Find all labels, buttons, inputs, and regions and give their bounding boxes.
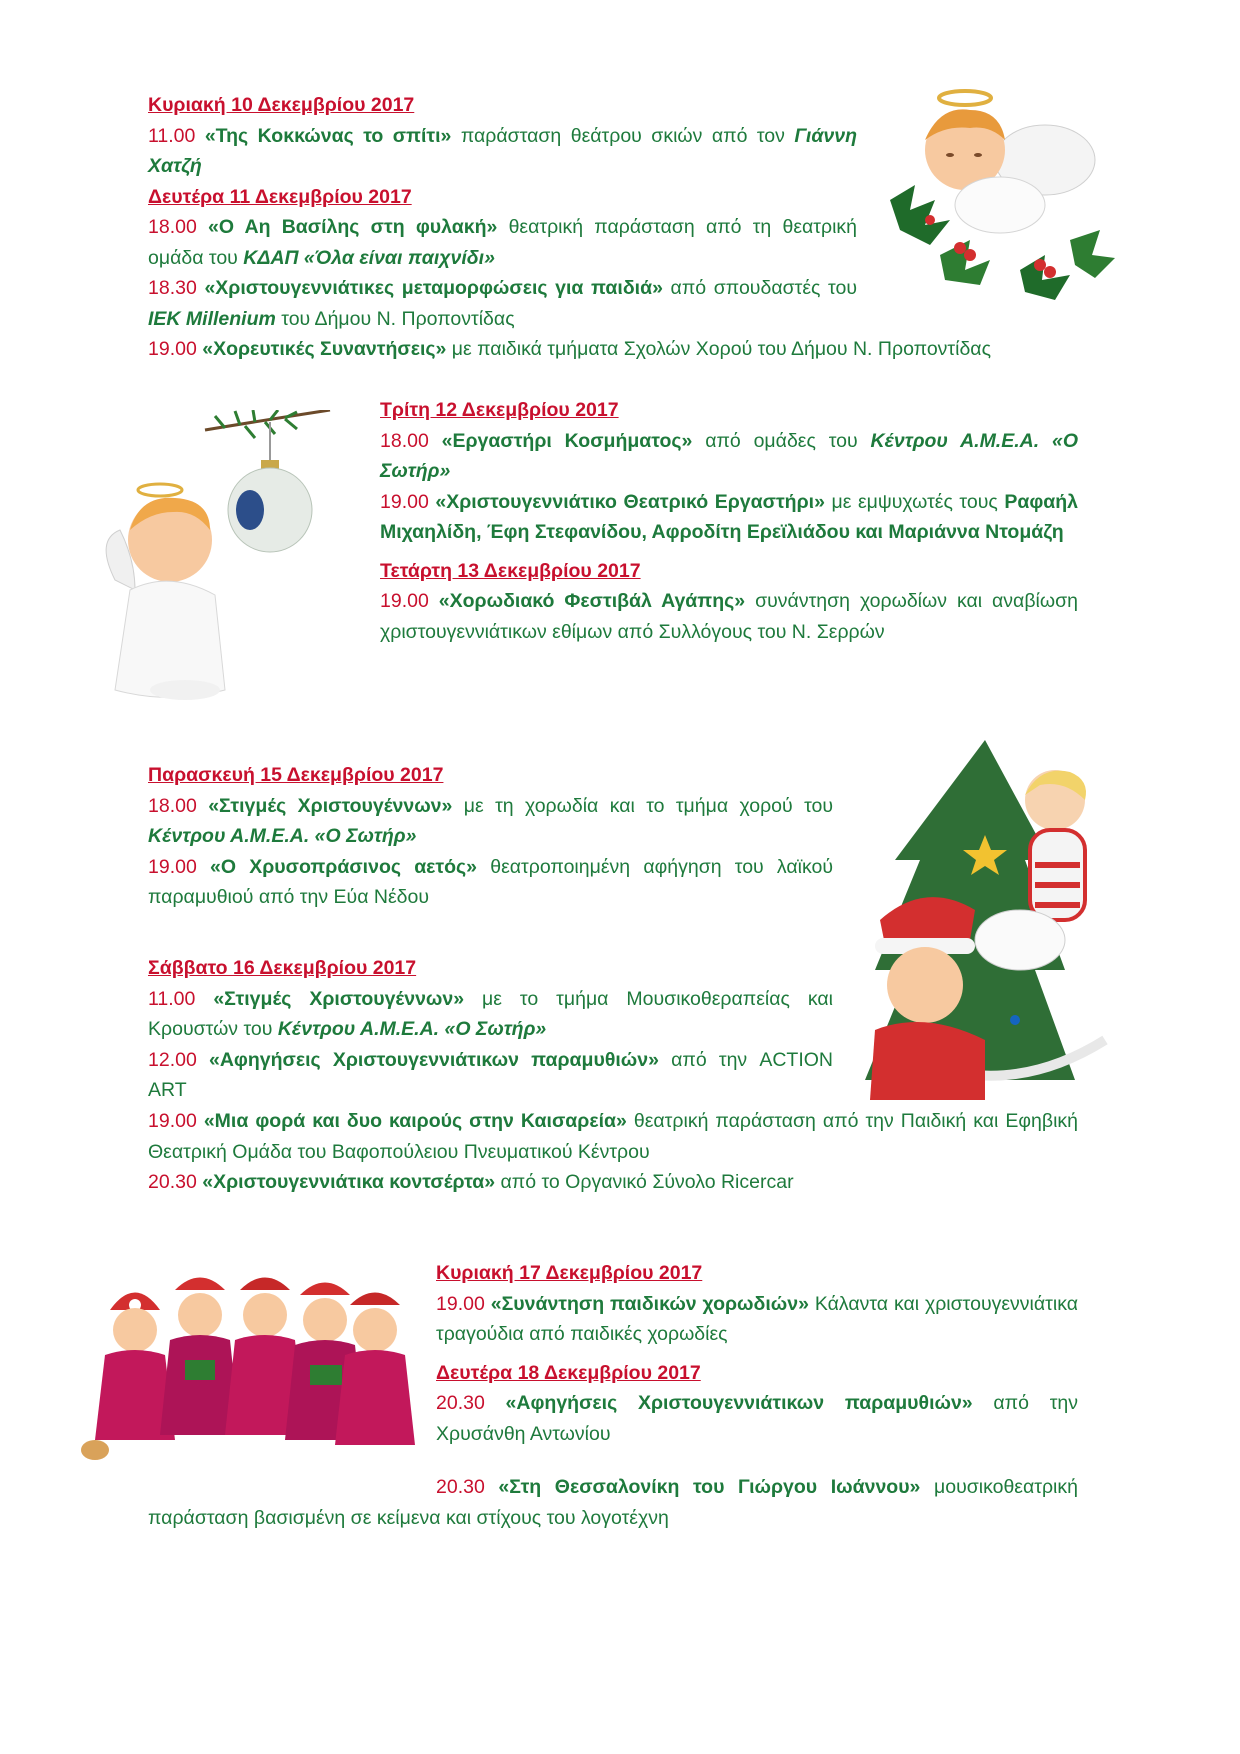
angel-icon	[106, 484, 225, 700]
ornament-icon	[228, 422, 312, 552]
event	[148, 334, 1078, 365]
event-org: Κέντρου Α.Μ.Ε.Α. «Ο Σωτήρ»	[277, 1018, 547, 1040]
event	[380, 426, 1078, 487]
angel-icon	[925, 91, 1095, 233]
event-text: από σπουδαστές του	[670, 277, 857, 299]
event-time: 20.30	[436, 1476, 485, 1498]
event-time: 19.00	[148, 855, 197, 878]
date-heading: Τρίτη 12 Δεκεμβρίου 2017	[380, 399, 619, 421]
days-17-18-block	[436, 1258, 1078, 1449]
event-time: 19.00	[380, 490, 429, 513]
event-time: 19.00	[380, 590, 429, 612]
event-text: από το Οργανικό Σύνολο Ricercar	[500, 1171, 794, 1193]
event	[148, 852, 833, 913]
event-time: 12.00	[148, 1048, 197, 1071]
day-16-block	[148, 953, 833, 1106]
event	[148, 121, 857, 182]
event-text: θεατρική παράσταση από την Παιδική και Εφηβική Θεατρική Ομάδα του Βαφοπούλειου Πνευματικού Κέντρου	[148, 1110, 1079, 1163]
event-time: 18.00	[380, 429, 429, 452]
event-time: 11.00	[148, 124, 196, 147]
event-title: «Αφηγήσεις Χριστουγεννιάτικων παραμυθιών»	[208, 1048, 659, 1071]
event-org: ΚΔΑΠ «Όλα είναι παιχνίδι»	[243, 246, 495, 269]
event-text: από την Χρυσάνθη Αντωνίου	[436, 1392, 1078, 1445]
event-names: Ραφαήλ Μιχαηλίδη, Έφη Στεφανίδου, Αφροδίτη Ερεϊλιάδου και Μαριάννα Ντομάζη	[380, 490, 1079, 543]
day-11-dance-block	[148, 334, 1078, 365]
event-title: «Στιγμές Χριστουγέννων»	[208, 794, 453, 817]
event-text: θεατροποιημένη αφήγηση του λαϊκού παραμυθιού από την Εύα Νέδου	[148, 855, 833, 908]
event-title: «Ο Αη Βασίλης στη φυλακή»	[208, 216, 498, 238]
event	[380, 586, 1078, 647]
event-text: με εμψυχωτές τους	[831, 490, 998, 513]
event	[148, 984, 833, 1045]
event-title: «Αφηγήσεις Χριστουγεννιάτικων παραμυθιών»	[505, 1392, 973, 1414]
child-icon	[1025, 770, 1086, 920]
event-org: Κέντρου Α.Μ.Ε.Α. «Ο Σωτήρ»	[148, 825, 417, 847]
event-text: συνάντηση χορωδίων και αναβίωση χριστουγεννιάτικων εθίμων από Συλλόγους του Ν. Σερρών	[380, 590, 1078, 643]
event-title: «Χριστουγεννιάτικες μεταμορφώσεις για παιδιά»	[204, 277, 663, 299]
event-name: Γιάννη Χατζή	[148, 124, 858, 177]
day-15-block	[148, 760, 833, 913]
children-carolers-illustration	[80, 1265, 420, 1465]
event-time: 19.00	[436, 1292, 485, 1315]
event-time: 20.30	[436, 1392, 485, 1414]
event-title: «Στη Θεσσαλονίκη του Γιώργου Ιωάννου»	[498, 1476, 921, 1498]
event-time: 11.00	[148, 987, 196, 1010]
day-18-final-block	[148, 1472, 1078, 1533]
event-title: «Μια φορά και δυο καιρούς στην Καισαρεία»	[203, 1110, 627, 1132]
event-title: «Ο Χρυσοπράσινος αετός»	[210, 855, 478, 878]
event	[148, 212, 857, 273]
date-heading: Τετάρτη 13 Δεκεμβρίου 2017	[380, 559, 641, 582]
date-heading: Κυριακή 10 Δεκεμβρίου 2017	[148, 94, 415, 116]
event-text: με το τμήμα Μουσικοθεραπείας και Κρουστών του	[148, 987, 834, 1040]
carolers-icon	[81, 1278, 415, 1461]
event-text: από την ACTION ART	[148, 1048, 833, 1101]
event-text: με τη χορωδία και το τμήμα χορού του	[463, 794, 834, 817]
event-title: «Χορευτικές Συναντήσεις»	[202, 338, 447, 360]
event-text: με παιδικά τμήματα Σχολών Χορού του Δήμου Ν. Προποντίδας	[451, 338, 991, 360]
event-text: θεατρική παράσταση από τη θεατρική ομάδα του	[148, 216, 858, 269]
event-time: 18.00	[148, 216, 197, 238]
children-christmas-tree-illustration	[865, 740, 1115, 1110]
event-org: Κέντρου Α.Μ.Ε.Α. «Ο Σωτήρ»	[380, 429, 1078, 482]
date-heading: Παρασκευή 15 Δεκεμβρίου 2017	[148, 764, 444, 786]
event	[148, 791, 833, 852]
event	[148, 1472, 1078, 1533]
pine-branch-icon	[205, 410, 330, 438]
date-heading: Σάββατο 16 Δεκεμβρίου 2017	[148, 957, 417, 979]
event	[436, 1289, 1078, 1350]
event-time: 18.30	[148, 277, 197, 299]
event-title: «Συνάντηση παιδικών χορωδιών»	[490, 1292, 809, 1315]
event-title: «Εργαστήρι Κοσμήματος»	[441, 429, 693, 452]
event-text: του Δήμου Ν. Προποντίδας	[281, 307, 515, 330]
angel-ornament-illustration	[95, 410, 335, 710]
event-time: 19.00	[148, 1110, 197, 1132]
event-title: «Χορωδιακό Φεστιβάλ Αγάπης»	[438, 590, 746, 612]
event-time: 18.00	[148, 794, 197, 817]
event	[148, 1167, 1078, 1198]
days-12-13-block	[380, 395, 1078, 647]
event-text: από ομάδες του	[705, 429, 858, 452]
event	[380, 487, 1078, 548]
event-title: «Χριστουγεννιάτικα κοντσέρτα»	[202, 1171, 496, 1193]
event-text: παράσταση θεάτρου σκιών από τον	[460, 124, 785, 147]
event-time: 20.30	[148, 1171, 197, 1193]
event	[148, 1045, 833, 1106]
event-title: «Της Κοκκώνας το σπίτι»	[204, 124, 452, 147]
event-time: 19.00	[148, 338, 197, 360]
event-org: ΙΕΚ Millenium	[148, 307, 276, 330]
event-text: Κάλαντα και χριστουγεννιάτικα τραγούδια από παιδικές χορωδίες	[436, 1292, 1078, 1345]
event	[148, 1106, 1078, 1167]
day-16-evening-block	[148, 1106, 1078, 1198]
date-heading: Δευτέρα 11 Δεκεμβρίου 2017	[148, 185, 412, 208]
angel-holly-illustration	[870, 80, 1120, 310]
date-heading: Κυριακή 17 Δεκεμβρίου 2017	[436, 1262, 703, 1284]
event-title: «Χριστουγεννιάτικο Θεατρικό Εργαστήρι»	[435, 490, 825, 513]
date-heading: Δευτέρα 18 Δεκεμβρίου 2017	[436, 1361, 701, 1384]
days-10-11-block	[148, 90, 857, 334]
event	[148, 273, 857, 334]
event-text: μουσικοθεατρική παράσταση βασισμένη σε κείμενα και στίχους του λογοτέχνη	[148, 1476, 1078, 1529]
event	[436, 1388, 1078, 1449]
event-title: «Στιγμές Χριστουγέννων»	[213, 987, 465, 1010]
